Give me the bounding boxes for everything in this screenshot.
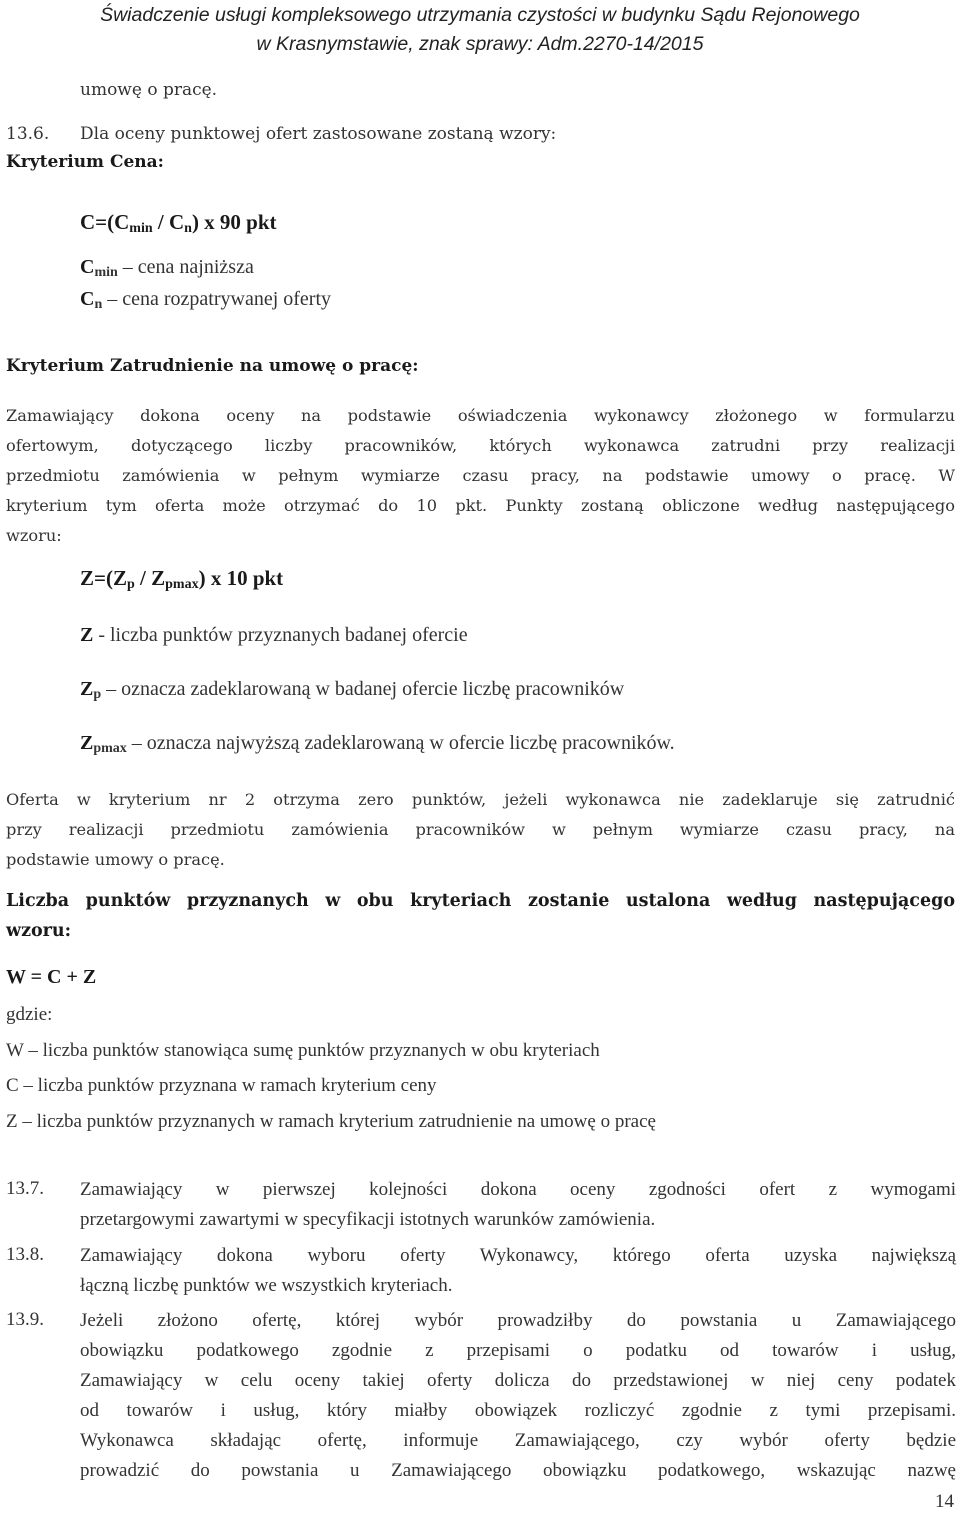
total-heading-line-2: wzoru: xyxy=(6,921,72,941)
employment-def-z: Z - liczba punktów przyznanych badanej ofercie xyxy=(80,624,468,646)
section-text-13-7: Zamawiający w pierwszej kolejności dokona oceny zgodności ofert z wymogami przetargowymi zawartymi w specyfikacji istotnych warunków zamówienia. xyxy=(80,1179,956,1230)
employment-paragraph-line-4: kryterium tym oferta może otrzymać do 10 pkt. Punkty zostaną obliczone według następującego xyxy=(6,496,955,515)
employment-paragraph-line-5: wzoru: xyxy=(6,526,62,545)
section-number-13-7: 13.7. xyxy=(6,1178,44,1199)
section-number-13-6: 13.6. xyxy=(6,124,50,144)
zero-note-line-2: przy realizacji przedmiotu zamówienia pracowników w pełnym wymiarze czasu pracy, na xyxy=(6,820,955,839)
where-label: gdzie: xyxy=(6,1004,53,1025)
employment-criterion-heading: Kryterium Zatrudnienie na umowę o pracę: xyxy=(6,356,419,376)
total-def-z: Z – liczba punktów przyznanych w ramach kryterium zatrudnienie na umowę o pracę xyxy=(6,1111,656,1132)
employment-paragraph-line-1: Zamawiający dokona oceny na podstawie oświadczenia wykonawcy złożonego w formularzu xyxy=(6,406,955,425)
employment-paragraph-line-2: ofertowym, dotyczącego liczby pracowników, których wykonawca zatrudni przy realizacji xyxy=(6,436,955,455)
price-def-cmin: $C_{min}$ – cena najniższa xyxy=(80,256,254,280)
section-text-13-8: Zamawiający dokona wyboru oferty Wykonawcy, którego oferta uzyska największą łączną liczbę punktów we wszystkich kryteriach. xyxy=(80,1245,956,1296)
section-text-13-9: Jeżeli złożono ofertę, której wybór prowadziłby do powstania u Zamawiającego obowiązku podatkowego zgodnie z przepisami o podatku od towarów i usług, Zamawiający w celu oceny takiej oferty dolicza do przedstawionej w niej ceny podatek od towarów i usług, który miałby obowiązek rozliczyć zgodnie z tymi przepisami. Wykonawca składając ofertę, informuje Zamawiającego, czy wybór oferty będzie prowadzić do powstania u Zamawiającego obowiązku podatkowego, wskazując nazwę xyxy=(80,1310,956,1481)
zero-note-line-3: podstawie umowy o pracę. xyxy=(6,850,225,869)
page-number: 14 xyxy=(935,1491,954,1512)
price-criterion-heading: Kryterium Cena: xyxy=(6,152,164,172)
price-formula: $C=(C_{min} / C_n)$ x 90 pkt xyxy=(80,210,277,236)
total-heading-line-1: Liczba punktów przyznanych w obu kryteriach zostanie ustalona według następującego xyxy=(6,891,955,911)
section-number-13-9: 13.9. xyxy=(6,1309,44,1330)
section-text-13-6: Dla oceny punktowej ofert zastosowane zostaną wzory: xyxy=(80,124,557,144)
header-line-1: Świadczenie usługi kompleksowego utrzymania czystości w budynku Sądu Rejonowego xyxy=(100,4,860,26)
employment-def-zp: $Z_p$ – oznacza zadeklarowaną w badanej ofercie liczbę pracowników xyxy=(80,678,625,702)
total-def-c: C – liczba punktów przyznana w ramach kryterium ceny xyxy=(6,1075,437,1096)
zero-note-line-1: Oferta w kryterium nr 2 otrzyma zero punktów, jeżeli wykonawca nie zadeklaruje się zatrudnić xyxy=(6,790,955,809)
section-number-13-8: 13.8. xyxy=(6,1244,44,1265)
employment-def-zpmax: $Z_{pmax}$ – oznacza najwyższą zadeklarowaną w ofercie liczbę pracowników. xyxy=(80,732,675,756)
price-def-cn: $C_n$ – cena rozpatrywanej oferty xyxy=(80,288,332,312)
header-line-2: w Krasnymstawie, znak sprawy: Adm.2270-14/2015 xyxy=(256,33,704,55)
total-def-w: W – liczba punktów stanowiąca sumę punktów przyznanych w obu kryteriach xyxy=(6,1040,600,1061)
continuation-text: umowę o pracę. xyxy=(80,80,218,100)
employment-formula: $Z=(Z_p / Z_{pmax})$ x 10 pkt xyxy=(80,566,284,592)
employment-paragraph-line-3: przedmiotu zamówienia w pełnym wymiarze czasu pracy, na podstawie umowy o pracę. W xyxy=(6,466,955,485)
total-formula: W = C + Z xyxy=(6,966,97,988)
